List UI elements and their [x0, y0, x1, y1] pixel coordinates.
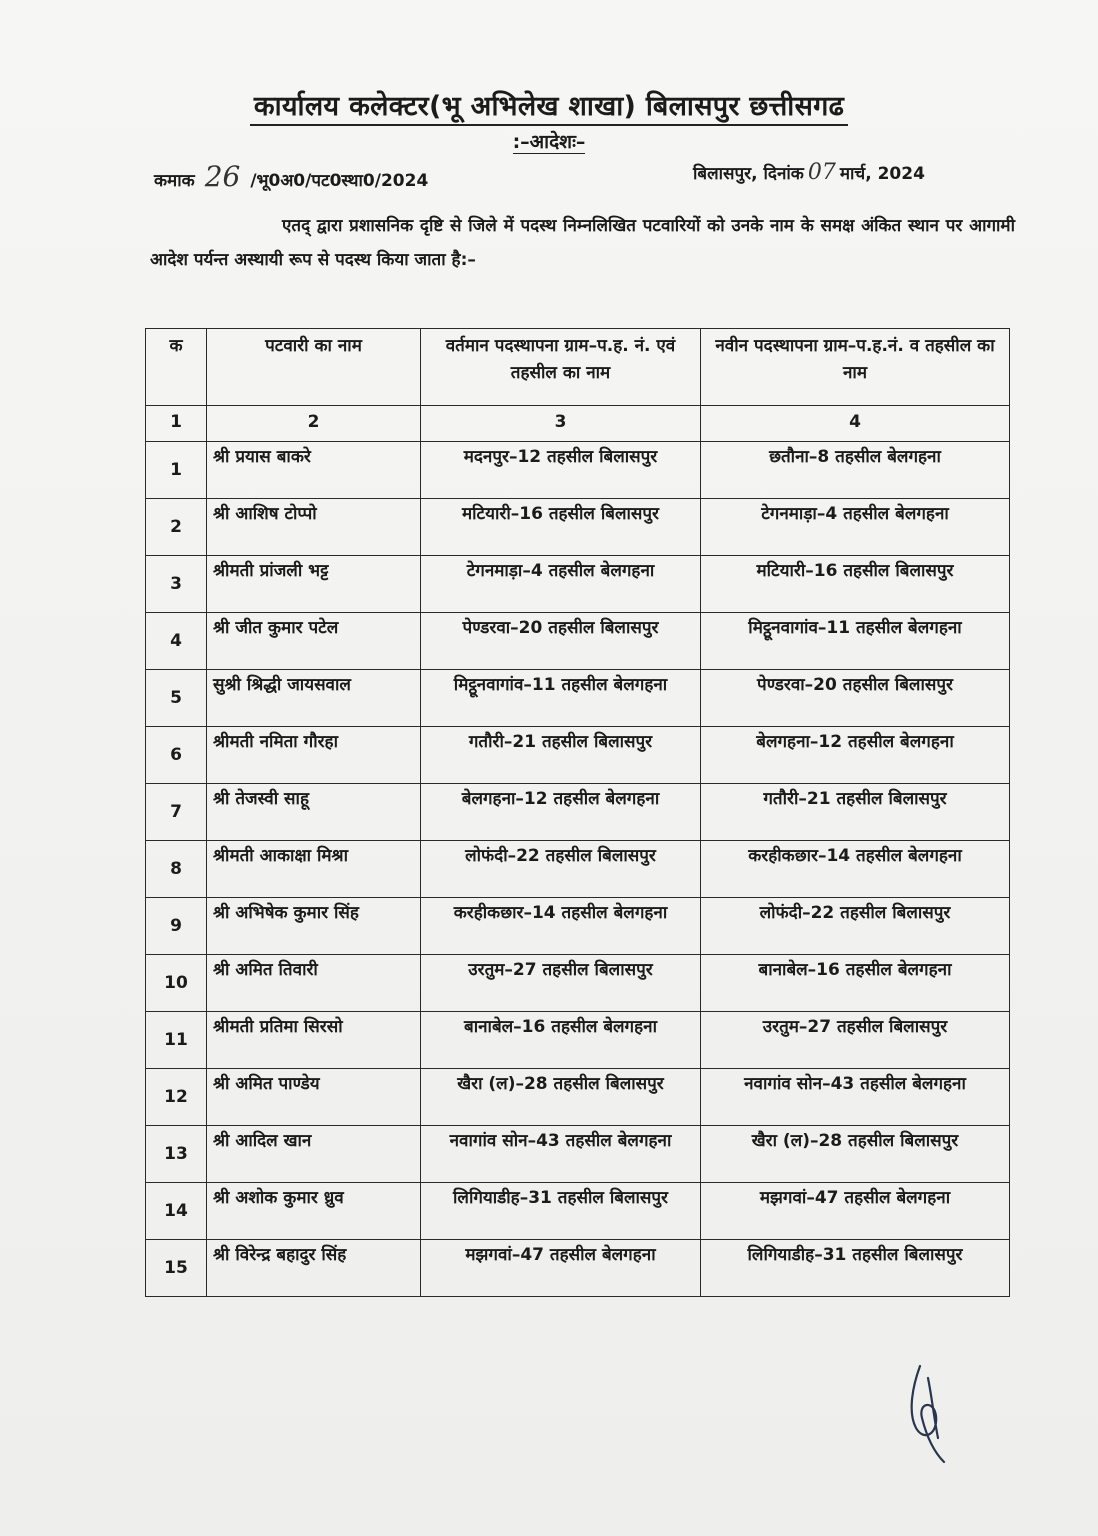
row-name: श्रीमती प्रांजली भट्ट	[207, 556, 421, 613]
table-row	[146, 613, 1010, 670]
header-new-posting: नवीन पदस्थापना ग्राम–प.ह.नं. व तहसील का नाम	[701, 329, 1010, 406]
order-label: :–आदेशः–	[512, 131, 586, 153]
reference-number	[154, 160, 428, 193]
row-new-posting: मिट्ठूनवागांव–11 तहसील बेलगहना	[701, 613, 1010, 670]
row-new-posting: बेलगहना–12 तहसील बेलगहना	[701, 727, 1010, 784]
row-name: श्री अशोक कुमार ध्रुव	[207, 1183, 421, 1240]
row-sn: 3	[146, 556, 207, 613]
row-sn: 2	[146, 499, 207, 556]
row-current-posting: गतौरी–21 तहसील बिलासपुर	[421, 727, 701, 784]
row-new-posting: टेगनमाड़ा–4 तहसील बेलगहना	[701, 499, 1010, 556]
row-new-posting: उरतुम–27 तहसील बिलासपुर	[701, 1012, 1010, 1069]
header-current-posting: वर्तमान पदस्थापना ग्राम–प.ह. नं. एवं तहसील का नाम	[421, 329, 701, 406]
row-current-posting: बानाबेल–16 तहसील बेलगहना	[421, 1012, 701, 1069]
row-sn: 14	[146, 1183, 207, 1240]
row-name: श्री विरेन्द्र बहादुर सिंह	[207, 1240, 421, 1297]
signature-mark	[898, 1358, 968, 1468]
handwritten-order-number: 26	[204, 160, 241, 193]
column-number: 1	[146, 406, 207, 442]
row-current-posting: बेलगहना–12 तहसील बेलगहना	[421, 784, 701, 841]
row-current-posting: करहीकछार–14 तहसील बेलगहना	[421, 898, 701, 955]
row-sn: 7	[146, 784, 207, 841]
date-line	[693, 160, 925, 185]
row-new-posting: मटियारी–16 तहसील बिलासपुर	[701, 556, 1010, 613]
row-name: श्रीमती आकाक्षा मिश्रा	[207, 841, 421, 898]
row-name: श्री आशिष टोप्पो	[207, 499, 421, 556]
row-current-posting: खैरा (ल)–28 तहसील बिलासपुर	[421, 1069, 701, 1126]
row-sn: 9	[146, 898, 207, 955]
table-row	[146, 784, 1010, 841]
row-sn: 15	[146, 1240, 207, 1297]
transfer-table	[145, 328, 1010, 1297]
row-sn: 13	[146, 1126, 207, 1183]
row-name: श्रीमती प्रतिमा सिरसो	[207, 1012, 421, 1069]
row-current-posting: लोफंदी–22 तहसील बिलासपुर	[421, 841, 701, 898]
row-new-posting: नवागांव सोन–43 तहसील बेलगहना	[701, 1069, 1010, 1126]
row-sn: 6	[146, 727, 207, 784]
row-sn: 4	[146, 613, 207, 670]
reference-prefix: कमाक	[154, 171, 195, 191]
office-title	[0, 86, 1098, 123]
handwritten-day: 07	[807, 160, 836, 185]
row-sn: 5	[146, 670, 207, 727]
row-current-posting: मटियारी–16 तहसील बिलासपुर	[421, 499, 701, 556]
row-current-posting: मदनपुर–12 तहसील बिलासपुर	[421, 442, 701, 499]
row-current-posting: लिगियाडीह–31 तहसील बिलासपुर	[421, 1183, 701, 1240]
header-sn: क	[146, 329, 207, 406]
row-sn: 1	[146, 442, 207, 499]
row-new-posting: गतौरी–21 तहसील बिलासपुर	[701, 784, 1010, 841]
row-name: श्री तेजस्वी साहू	[207, 784, 421, 841]
row-sn: 11	[146, 1012, 207, 1069]
row-new-posting: छतौना–8 तहसील बेलगहना	[701, 442, 1010, 499]
row-name: श्री अमित तिवारी	[207, 955, 421, 1012]
table-row	[146, 1183, 1010, 1240]
date-suffix: मार्च, 2024	[839, 164, 925, 184]
table-row	[146, 1126, 1010, 1183]
date-prefix: बिलासपुर, दिनांक	[693, 164, 804, 184]
table-row	[146, 1069, 1010, 1126]
row-name: सुश्री श्रिद्धी जायसवाल	[207, 670, 421, 727]
row-current-posting: टेगनमाड़ा–4 तहसील बेलगहना	[421, 556, 701, 613]
table-row	[146, 841, 1010, 898]
row-new-posting: लिगियाडीह–31 तहसील बिलासपुर	[701, 1240, 1010, 1297]
row-current-posting: पेण्डरवा–20 तहसील बिलासपुर	[421, 613, 701, 670]
table-row	[146, 1240, 1010, 1297]
row-new-posting: बानाबेल–16 तहसील बेलगहना	[701, 955, 1010, 1012]
row-new-posting: मझगवां–47 तहसील बेलगहना	[701, 1183, 1010, 1240]
header-name: पटवारी का नाम	[207, 329, 421, 406]
table-row	[146, 499, 1010, 556]
column-number-row	[146, 406, 1010, 442]
row-name: श्रीमती नमिता गौरहा	[207, 727, 421, 784]
row-name: श्री आदिल खान	[207, 1126, 421, 1183]
table-header-row	[146, 329, 1010, 406]
row-sn: 8	[146, 841, 207, 898]
row-sn: 10	[146, 955, 207, 1012]
table-row	[146, 955, 1010, 1012]
row-name: श्री अभिषेक कुमार सिंह	[207, 898, 421, 955]
table-row	[146, 898, 1010, 955]
row-sn: 12	[146, 1069, 207, 1126]
row-new-posting: खैरा (ल)–28 तहसील बिलासपुर	[701, 1126, 1010, 1183]
row-current-posting: मिट्ठूनवागांव–11 तहसील बेलगहना	[421, 670, 701, 727]
row-name: श्री प्रयास बाकरे	[207, 442, 421, 499]
body-paragraph: एतद् द्वारा प्रशासनिक दृष्टि से जिले में पदस्थ निम्नलिखित पटवारियों को उनके नाम के समक्ष अंकित स्थान पर आगामी आदेश पर्यन्त अस्थायी रूप से पदस्थ किया जाता है:–	[150, 216, 1015, 270]
row-current-posting: उरतुम–27 तहसील बिलासपुर	[421, 955, 701, 1012]
table-row	[146, 442, 1010, 499]
row-name: श्री जीत कुमार पटेल	[207, 613, 421, 670]
table-row	[146, 727, 1010, 784]
office-title-text: कार्यालय कलेक्टर(भू अभिलेख शाखा) बिलासपुर छत्तीसगढ	[250, 91, 848, 126]
row-new-posting: करहीकछार–14 तहसील बेलगहना	[701, 841, 1010, 898]
order-heading	[0, 128, 1098, 154]
reference-suffix: /भू0अ0/पट0स्था0/2024	[250, 171, 429, 191]
row-current-posting: नवागांव सोन–43 तहसील बेलगहना	[421, 1126, 701, 1183]
column-number: 2	[207, 406, 421, 442]
table-row	[146, 670, 1010, 727]
row-new-posting: पेण्डरवा–20 तहसील बिलासपुर	[701, 670, 1010, 727]
row-current-posting: मझगवां–47 तहसील बेलगहना	[421, 1240, 701, 1297]
table-row	[146, 556, 1010, 613]
column-number: 3	[421, 406, 701, 442]
row-name: श्री अमित पाण्डेय	[207, 1069, 421, 1126]
row-new-posting: लोफंदी–22 तहसील बिलासपुर	[701, 898, 1010, 955]
column-number: 4	[701, 406, 1010, 442]
table-row	[146, 1012, 1010, 1069]
